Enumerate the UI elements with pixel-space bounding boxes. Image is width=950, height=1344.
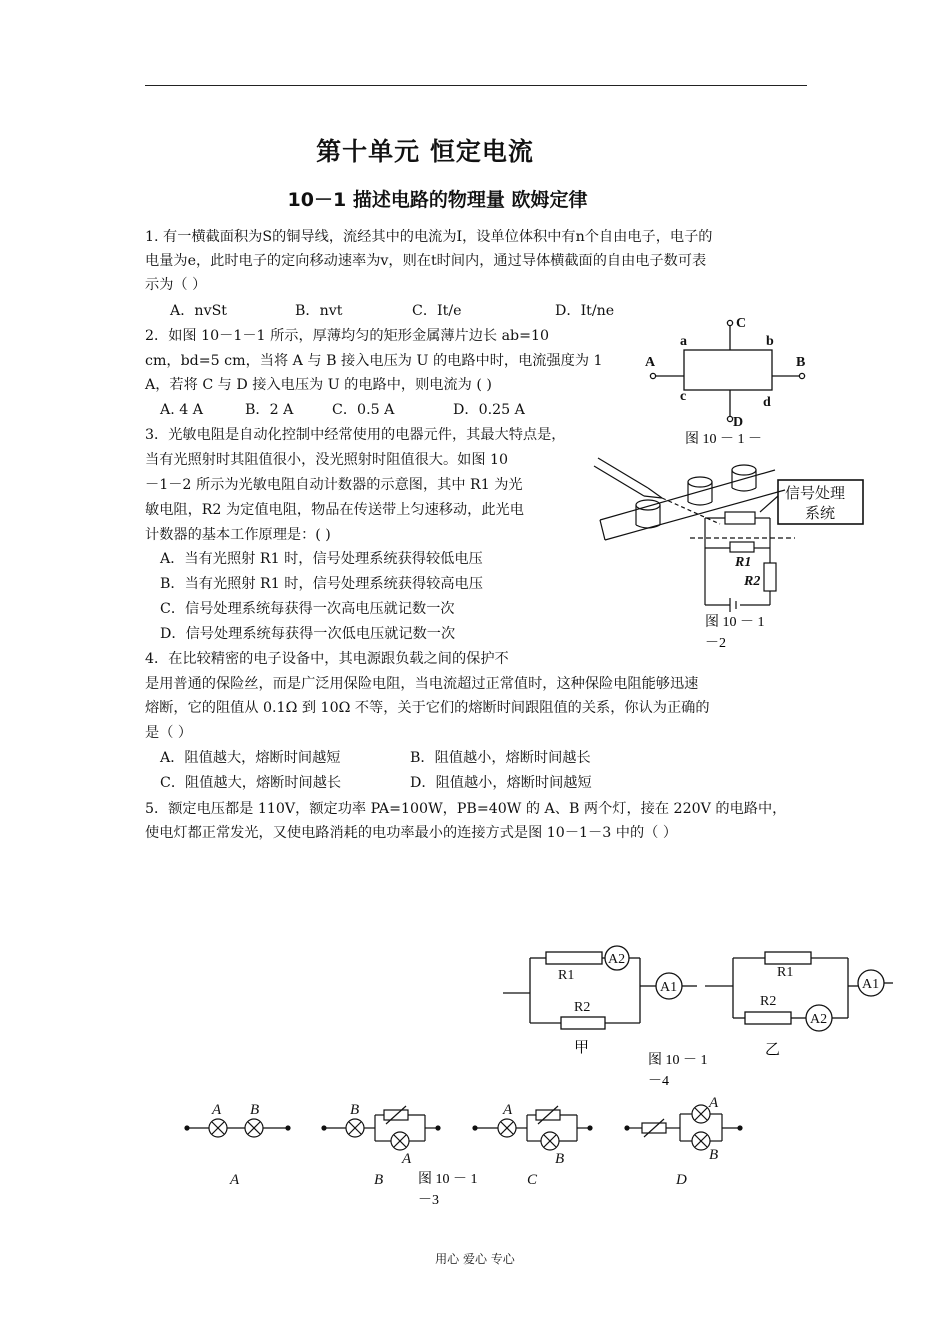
- fig4-yi-a1: A1: [862, 977, 880, 992]
- fig1-caption: 图 10 － 1 －: [685, 432, 762, 447]
- q2-line-3: A，若将 C 与 D 接入电压为 U 的电路中，则电流为 ( ): [145, 377, 492, 393]
- fig3-option-d: D: [676, 1172, 687, 1188]
- fig2-r1-label: R1: [735, 555, 752, 570]
- q4-line-2: 是用普通的保险丝，而是广泛用保险电阻，当电流超过正常值时，这种保险电阻能够迅速: [145, 676, 699, 692]
- fig3-c-lamp-b: B: [555, 1151, 565, 1167]
- fig1-label-a-lower: a: [680, 334, 687, 349]
- q1-option-a: A．nvSt: [170, 303, 228, 319]
- q3-option-a: A．当有光照射 R1 时，信号处理系统获得较低电压: [160, 551, 483, 567]
- q3-option-c: C．信号处理系统每获得一次高电压就记数一次: [160, 601, 455, 617]
- fig4-caption-1: 图 10 － 1: [648, 1053, 708, 1068]
- fig4-label-yi: 乙: [765, 1042, 781, 1058]
- fig3-a-lamp-a: A: [212, 1102, 222, 1118]
- fig3-b-lamp-a: A: [402, 1151, 412, 1167]
- fig2-caption-1: 图 10 － 1: [705, 615, 765, 630]
- fig3-b-lamp-b: B: [350, 1102, 360, 1118]
- q2-option-b: B．2 A: [245, 402, 294, 418]
- fig3-option-a: A: [230, 1172, 240, 1188]
- fig4-yi-r1: R1: [777, 965, 794, 980]
- q5-line-2: 使电灯都正常发光，又使电路消耗的电功率最小的连接方式是图 10－1－3 中的（ ）: [145, 825, 678, 841]
- q1-option-c: C．It/e: [412, 303, 462, 319]
- fig3-option-b: B: [374, 1172, 384, 1188]
- q2-line-1: 2．如图 10－1－1 所示，厚薄均匀的矩形金属薄片边长 ab=10: [145, 328, 550, 344]
- fig1-label-b-lower: b: [766, 334, 774, 349]
- q2-option-c: C．0.5 A: [332, 402, 395, 418]
- fig1-label-c: C: [736, 316, 747, 331]
- fig1-label-c-lower: c: [680, 389, 687, 404]
- q1-option-b: B．nvt: [295, 303, 343, 319]
- fig3-c-lamp-a: A: [503, 1102, 513, 1118]
- chapter-title: 第十单元 恒定电流: [316, 137, 534, 166]
- fig1-label-b: B: [796, 355, 806, 370]
- q4-line-4: 是（ ）: [145, 725, 193, 741]
- fig4-jia-r1: R1: [558, 968, 575, 983]
- fig3-d-lamp-b: B: [709, 1147, 719, 1163]
- q3-option-d: D．信号处理系统每获得一次低电压就记数一次: [160, 626, 456, 642]
- fig3-a-lamp-b: B: [250, 1102, 260, 1118]
- q3-option-b: B．当有光照射 R1 时，信号处理系统获得较高电压: [160, 576, 483, 592]
- fig2-box-text-1: 信号处理: [785, 486, 846, 502]
- fig4-jia-a1: A1: [660, 980, 678, 995]
- q5-line-1: 5．额定电压都是 110V，额定功率 PA=100W，PB=40W 的 A、B 两个灯，接在 220V 的电路中，: [145, 801, 787, 817]
- fig4-yi-r2: R2: [760, 994, 777, 1009]
- fig1-label-d: D: [733, 415, 744, 430]
- q4-line-3: 熔断，它的阻值从 0.1Ω 到 10Ω 不等，关于它们的熔断时间跟阻值的关系，你认为正确的: [145, 700, 710, 716]
- q3-line-1: 3．光敏电阻是自动化控制中经常使用的电器元件，其最大特点是，: [145, 427, 566, 443]
- fig2-caption-2: －2: [705, 636, 726, 651]
- fig4-yi-a2: A2: [810, 1012, 828, 1027]
- fig1-label-d-lower: d: [763, 395, 771, 410]
- fig1-label-a: A: [645, 355, 656, 370]
- fig3-caption-2: －3: [418, 1193, 439, 1208]
- q2-option-a: A. 4 A: [160, 402, 204, 418]
- page-footer: 用心 爱心 专心: [435, 1252, 515, 1266]
- q4-option-a: A．阻值越大，熔断时间越短: [160, 750, 341, 766]
- q4-option-d: D．阻值越小，熔断时间越短: [410, 775, 592, 791]
- fig2-box-text-2: 系统: [805, 506, 836, 522]
- fig3-option-c: C: [527, 1172, 538, 1188]
- q3-line-2: 当有光照射时其阻值很小，没光照射时阻值很大。如图 10: [145, 452, 509, 468]
- q4-line-1: 4．在比较精密的电子设备中，其电源跟负载之间的保护不: [145, 651, 509, 667]
- fig2-r2-label: R2: [744, 574, 761, 589]
- q3-line-5: 计数器的基本工作原理是：( ): [145, 527, 331, 543]
- fig4-jia-r2: R2: [574, 1000, 591, 1015]
- q1-line-3: 示为（ ）: [145, 277, 207, 293]
- q1-line-1: 1. 有一横截面积为S的铜导线，流经其中的电流为I，设单位体积中有n个自由电子，电子的: [145, 229, 713, 245]
- q1-line-2: 电量为e，此时电子的定向移动速率为v，则在t时间内，通过导体横截面的自由电子数可表: [145, 253, 707, 269]
- fig4-caption-2: －4: [648, 1074, 669, 1089]
- q2-option-d: D．0.25 A: [453, 402, 525, 418]
- fig4-jia-a2: A2: [608, 952, 626, 967]
- section-title: 10－1 描述电路的物理量 欧姆定律: [287, 189, 588, 211]
- q1-option-d: D．It/ne: [555, 303, 615, 319]
- fig4-label-jia: 甲: [574, 1040, 590, 1056]
- header-rule: [145, 85, 807, 86]
- fig3-caption-1: 图 10 － 1: [418, 1172, 478, 1187]
- q3-line-3: －1－2 所示为光敏电阻自动计数器的示意图，其中 R1 为光: [145, 477, 523, 493]
- q4-option-c: C．阻值越大，熔断时间越长: [160, 775, 342, 791]
- q3-line-4: 敏电阻，R2 为定值电阻，物品在传送带上匀速移动，此光电: [145, 502, 524, 518]
- fig3-d-lamp-a: A: [709, 1095, 719, 1111]
- q2-line-2: cm，bd=5 cm，当将 A 与 B 接入电压为 U 的电路中时，电流强度为 1: [145, 353, 603, 369]
- q4-option-b: B．阻值越小，熔断时间越长: [410, 750, 591, 766]
